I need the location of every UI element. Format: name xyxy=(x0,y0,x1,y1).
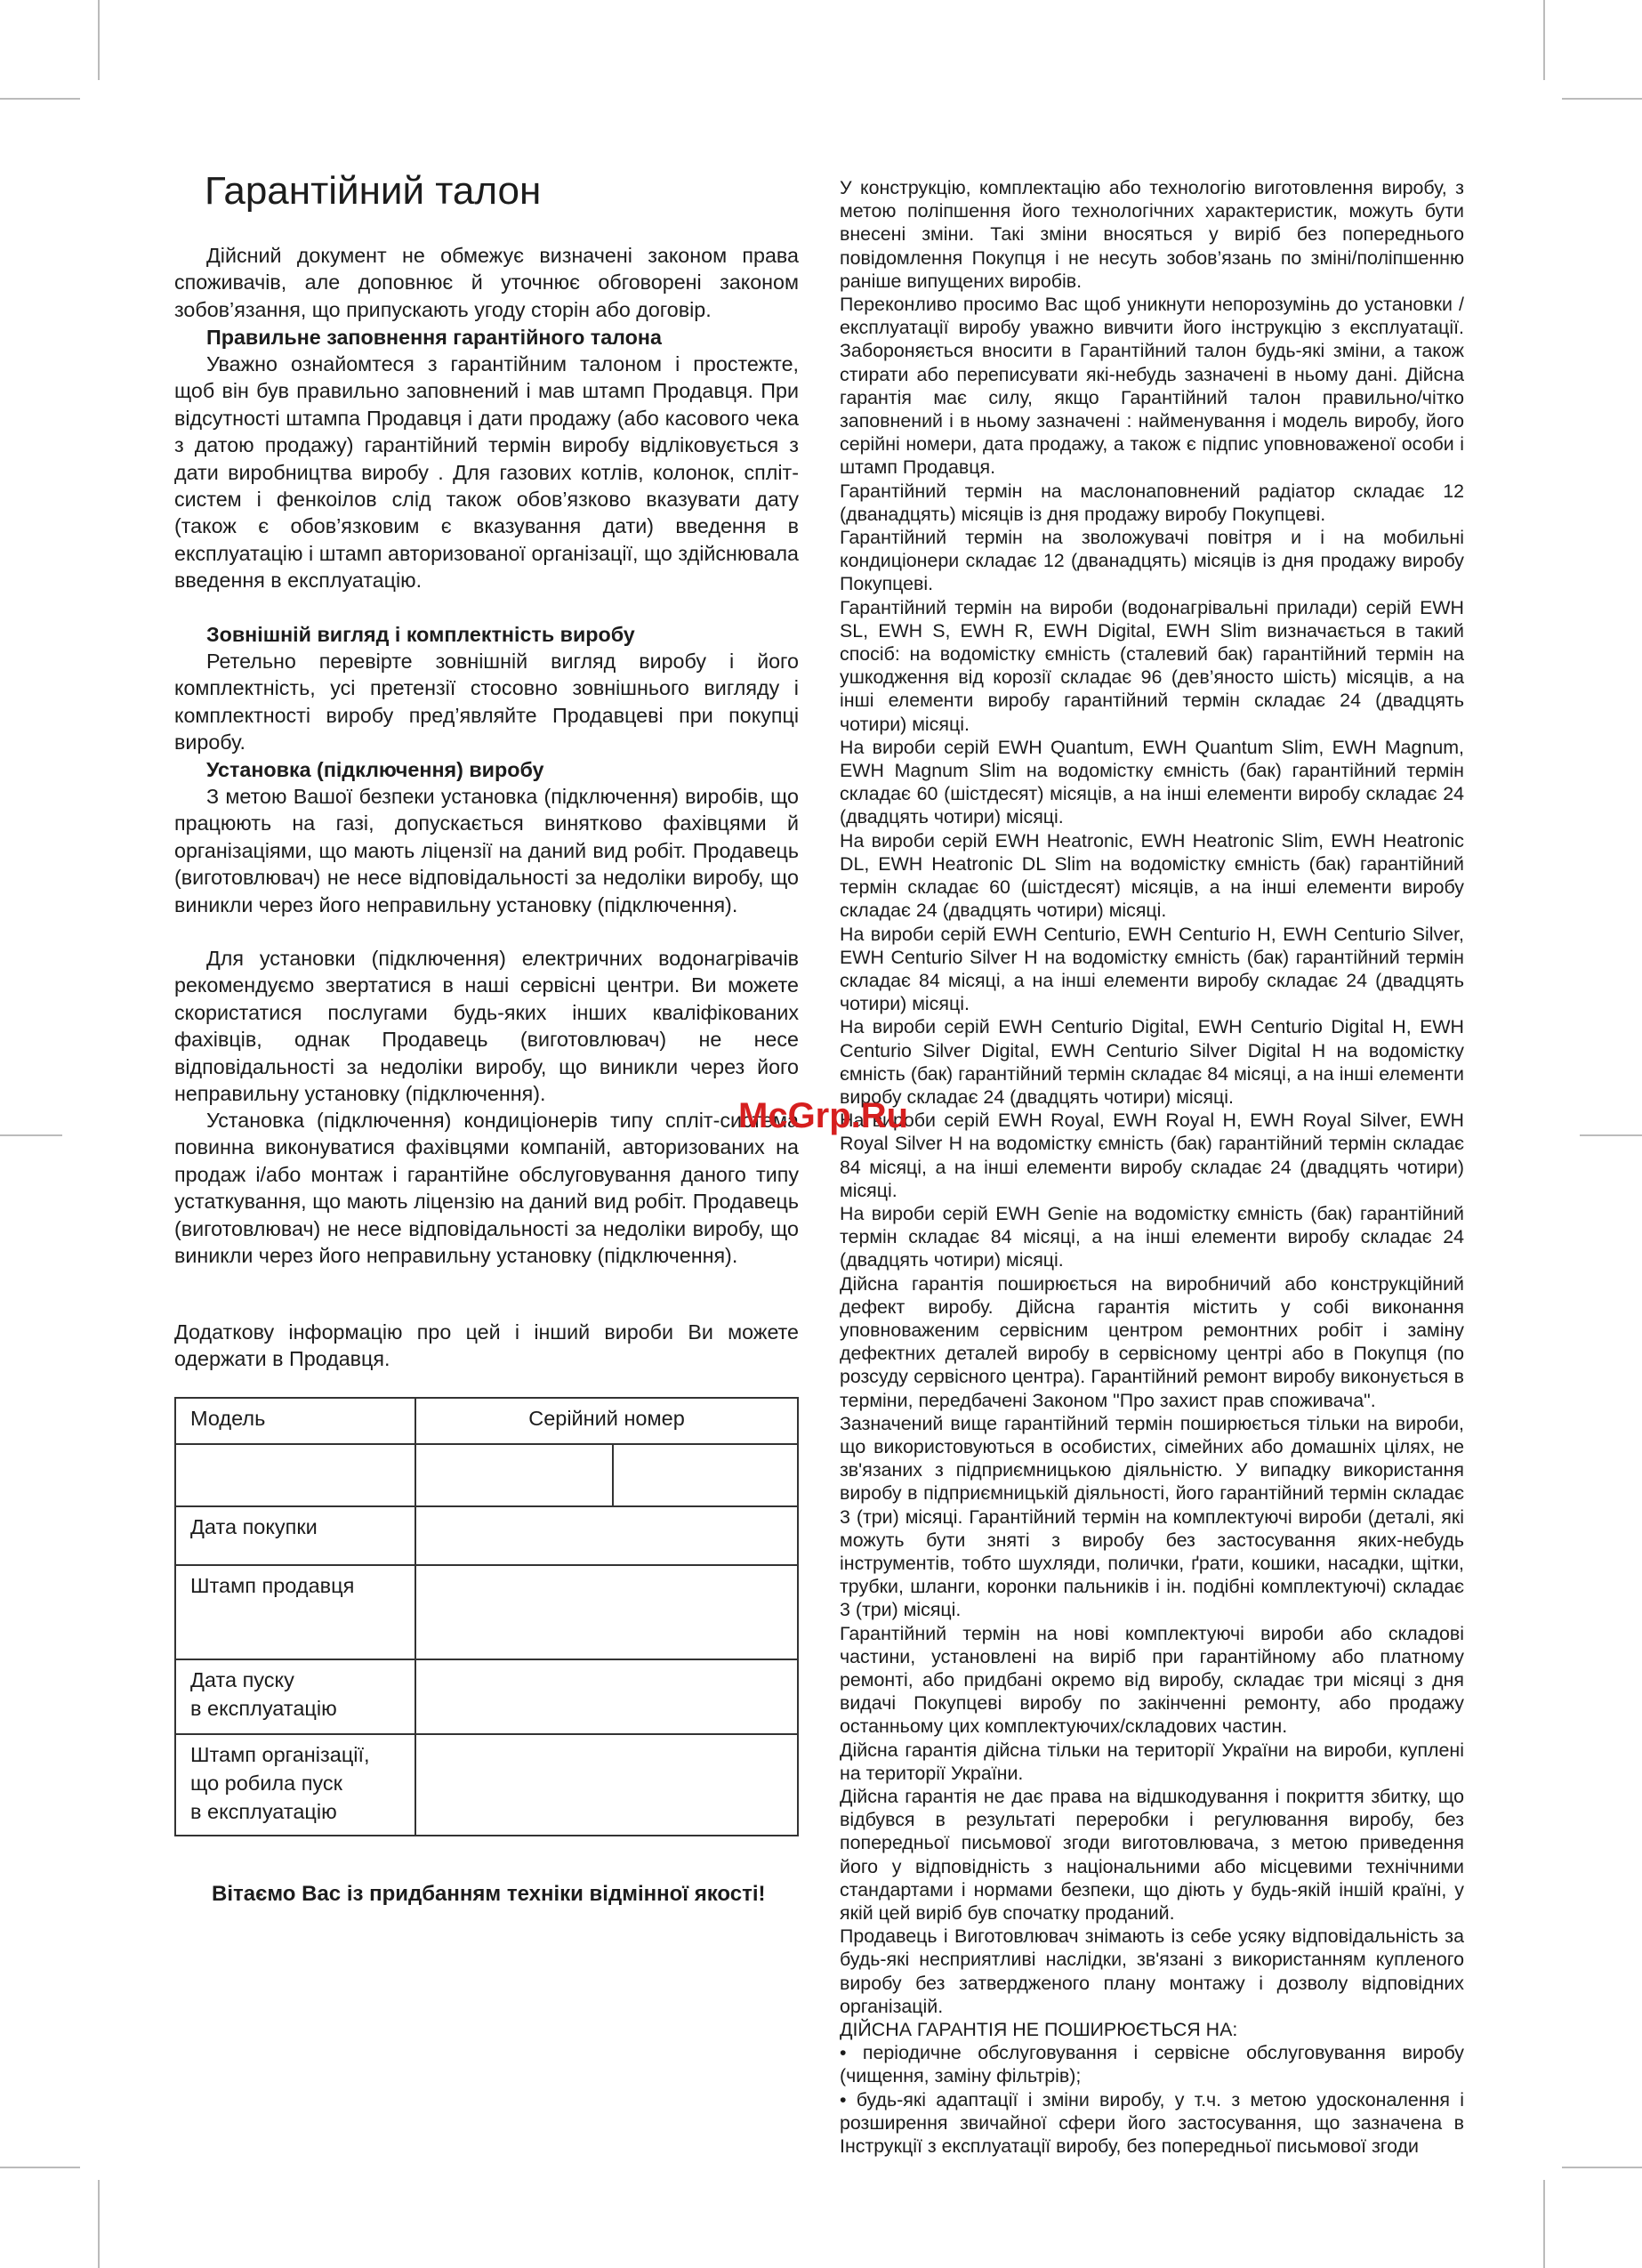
bullet-item: • будь-які адаптації і зміни виробу, у т.ч. з метою удосконалення і розширення звичайної сфери його застосування, що зазначена в Інструкції з експлуатації виробу, без попередньої письмової згоди xyxy=(840,2088,1464,2158)
crop-mark xyxy=(1562,98,1642,100)
section-heading: Правильне заповнення гарантійного талона xyxy=(206,326,662,349)
page-title: Гарантійний талон xyxy=(205,169,542,213)
purchase-date-label: Дата покупки xyxy=(175,1506,415,1565)
crop-mark xyxy=(1543,0,1545,80)
crop-mark xyxy=(0,1134,62,1136)
crop-mark xyxy=(1580,1134,1642,1136)
serial-label: Серійний номер xyxy=(415,1398,798,1444)
org-stamp-label xyxy=(175,1734,415,1836)
paragraph: Дійсна гарантія не дає права на відшкодування і покриття збитку, що відбувся в результаті переробки і регулювання виробу, без попередньої письмової згоди виготовлювача, з метою приведення його у відповідність з національними або місцевими технічними стандартами і нормами безпеки, що діють у будь-якій іншій країні, у якій цей виріб був спочатку проданий. xyxy=(840,1786,1464,1925)
org-stamp-field[interactable] xyxy=(415,1734,798,1836)
paragraph: ДІЙСНА ГАРАНТІЯ НЕ ПОШИРЮЄТЬСЯ НА: xyxy=(840,2019,1238,2041)
intro-paragraph: Дійсний документ не обмежує визначені законом права споживачів, але доповнює й уточнює обговорені законом зобов’язання, що припускають угоду сторін або договір. xyxy=(174,244,799,321)
paragraph: Гарантійний термін на вироби (водонагрівальні прилади) серій EWH SL, EWH S, EWH R, EWH Digital, EWH Slim визначається в такий спосіб: на водомістку ємність (сталевий бак) гарантійний термін на ушкодження від корозії складає 96 (дев’яносто шість) місяців, а на інші елементи виробу гарантійний термін складає 24 (двадцять чотири) місяці. xyxy=(840,596,1464,735)
crop-mark xyxy=(1543,2180,1545,2268)
seller-stamp-label: Штамп продавця xyxy=(175,1565,415,1659)
bullet-item: • періодичне обслуговування і сервісне обслуговування виробу (чищення, заміну фільтрів); xyxy=(840,2042,1464,2087)
right-column xyxy=(840,176,1464,2158)
paragraph: Дійсна гарантія дійсна тільки на території України на вироби, куплені на території України. xyxy=(840,1739,1464,1784)
watermark-logo: McGrp.Ru xyxy=(738,1096,909,1135)
purchase-date-field[interactable] xyxy=(415,1506,798,1565)
paragraph: Для установки (підключення) електричних водонагрівачів рекомендуємо звертатися в наші сервісні центри. Ви можете скористатися послугами будь-яких інших кваліфікованих фахівців, однак Продавець (виготовлювач) не несе відповідальності за недоліки виробу, що виникли через його неправильну установку (підключення). xyxy=(174,947,799,1106)
paragraph: Установка (підключення) кондиціонерів типу спліт-система повинна виконуватися фахівцями компаній, авторизованих на продаж і/або монтаж і гарантійне обслуговування даного типу устаткування, що мають ліцензію на даний вид робіт. Продавець (виготовлювач) не несе відповідальності за недоліки виробу, що виникли через його неправильну установку (підключення). xyxy=(174,1109,799,1268)
label-line: в експлуатацію xyxy=(190,1800,337,1823)
warranty-form-table xyxy=(174,1397,799,1836)
launch-date-label xyxy=(175,1659,415,1734)
paragraph: Гарантійний термін на нові комплектуючі вироби або складові частини, установлені на виріб при гарантійному або платному ремонті, або придбані окремо від виробу, складає три місяці з дня видачі Покупцеві виробу по закінченні ремонту, або продажу останньому цих комплектуючих/складових частин. xyxy=(840,1622,1464,1738)
label-line: Дата пуску xyxy=(190,1668,294,1691)
paragraph: Гарантійний термін на маслонаповнений радіатор складає 12 (дванадцять) місяців із дня продажу виробу Покупцеві. xyxy=(840,480,1464,525)
label-line: що робила пуск xyxy=(190,1772,342,1795)
closing-message: Вітаємо Вас із придбанням техніки відмінної якості! xyxy=(212,1882,766,1906)
paragraph: З метою Вашої безпеки установка (підключення) виробів, що працюють на газі, допускається винятково фахівцями й організаціями, що мають ліцензії на даний вид робіт. Продавець (виготовлювач) не несе відповідальності за недоліки виробу, що виникли через його неправильну установку (підключення). xyxy=(174,785,799,916)
model-label: Модель xyxy=(175,1398,415,1444)
paragraph: На вироби серій EWH Genie на водомістку ємність (бак) гарантійний термін складає 84 місяці, а на інші елементи виробу складає 24 (двадцять чотири) місяці. xyxy=(840,1202,1464,1271)
section-heading: Установка (підключення) виробу xyxy=(206,758,544,781)
section-heading: Зовнішній вигляд і комплектність виробу xyxy=(206,623,635,646)
paragraph: На вироби серій EWH Royal, EWH Royal H, EWH Royal Silver, EWH Royal Silver H на водомістку ємність (бак) гарантійний термін складає 84 місяці, а на інші елементи виробу складає 24 (двадцять чотири) місяці. xyxy=(840,1110,1464,1201)
paragraph: Гарантійний термін на зволожувачі повітря и і на мобильні кондиціонери складає 12 (дванадцять) місяців із дня продажу виробу Покупцеві. xyxy=(840,527,1464,595)
launch-date-field[interactable] xyxy=(415,1659,798,1734)
crop-mark xyxy=(0,2167,80,2168)
model-field[interactable] xyxy=(175,1444,415,1506)
serial-field[interactable] xyxy=(415,1444,613,1506)
serial-field[interactable] xyxy=(613,1444,798,1506)
paragraph: Переконливо просимо Вас щоб уникнути непорозумінь до установки /експлуатації виробу уважно вивчити його інструкцію з експлуатації. Забороняється вносити в Гарантійний талон будь-які зміни, а також стирати або переписувати які-небудь зазначені в ньому дані. Дійсна гарантія має силу, якщо Гарантійний талон правильно/чітко заповнений і в ньому зазначені : найменування і модель виробу, його серійні номери, дата продажу, а також є підпис уповноваженої особи і штамп Продавця. xyxy=(840,294,1464,479)
paragraph: На вироби серій EWH Centurio, EWH Centurio H, EWH Centurio Silver, EWH Centurio Silver H на водомістку ємність (бак) гарантійний термін складає 84 місяці, а на інші елементи виробу складає 24 (двадцять чотири) місяці. xyxy=(840,923,1464,1015)
crop-mark xyxy=(98,0,100,80)
paragraph: Додаткову інформацію про цей і інший вироби Ви можете одержати в Продавця. xyxy=(174,1320,799,1371)
paragraph: Ретельно перевірте зовнішній вигляд виробу і його комплектність, усі претензії стосовно зовнішнього вигляду і комплектності виробу пред’являйте Продавцеві при покупці виробу. xyxy=(174,650,799,755)
paragraph: У конструкцію, комплектацію або технологію виготовлення виробу, з метою поліпшення його технологічних характеристик, можуть бути внесені зміни. Такі зміни вносяться у виріб без попереднього повідомлення Покупця і не несуть зобов’язань по зміні/поліпшенню раніше випущених виробів. xyxy=(840,177,1464,292)
paragraph: На вироби серій EWH Centurio Digital, EWH Centurio Digital H, EWH Centurio Silver Digital, EWH Centurio Silver Digital H на водомістку ємність (бак) гарантійний термін складає 84 місяці, а на інші елементи виробу складає 24 (двадцять чотири) місяці. xyxy=(840,1016,1464,1108)
crop-mark xyxy=(0,98,80,100)
crop-mark xyxy=(98,2180,100,2268)
crop-mark xyxy=(1562,2167,1642,2168)
paragraph: Уважно ознайомтеся з гарантійним талоном і простежте, щоб він був правильно заповнений і мав штамп Продавця. При відсутності штампа Продавця і дати продажу (або касового чека з датою продажу) гарантійний термін виробу відліковується з дати виробництва виробу . Для газових котлів, колонок, спліт-систем і фенкоілов слід також обов’язково вказувати дату (також є обов’язковим є вказування дати) введення в експлуатацію і штамп авторизованої організації, що здійснювала введення в експлуатацію. xyxy=(174,352,799,593)
label-line: в експлуатацію xyxy=(190,1697,337,1720)
paragraph: Продавець і Виготовлювач знімають із себе усяку відповідальність за будь-які несприятливі наслідки, зв'язані з використанням купленого виробу без затвердженого плану монтажу і дозволу відповідних організацій. xyxy=(840,1925,1464,2017)
paragraph: На вироби серій EWH Heatronic, EWH Heatronic Slim, EWH Heatronic DL, EWH Heatronic DL Slim на водомістку ємність (бак) гарантійний термін складає 60 (шістдесят) місяців, а на інші елементи виробу складає 24 (двадцять чотири) місяці. xyxy=(840,829,1464,922)
label-line: Штамп організації, xyxy=(190,1743,370,1766)
seller-stamp-field[interactable] xyxy=(415,1565,798,1659)
paragraph: Зазначений вище гарантійний термін поширюється тільки на вироби, що використовуються в особистих, сімейних або домашніх цілях, не зв'язаних з підприємницькою діяльністю. У випадку використання виробу в підприємницькій діяльності, його гарантійний термін складає 3 (три) місяці. Гарантійний термін на комплектуючі вироби (деталі, які можуть бути зняті з виробу без застосування яких-небудь інструментів, тобто шухляди, полички, ґрати, кошики, насадки, щітки, трубки, шланги, коронки пальників і ін. подібні комплектуючі) складає 3 (три) місяці. xyxy=(840,1412,1464,1621)
paragraph: Дійсна гарантія поширюється на виробничий або конструкційний дефект виробу. Дійсна гарантія містить у собі виконання уповноваженим сервісним центром ремонтних робіт і заміну дефектних деталей виробу в сервісному центрі або в Покупця (по розсуду сервісного центра). Гарантійний ремонт виробу виконується в терміни, передбачені Законом "Про захист прав споживача". xyxy=(840,1272,1464,1411)
paragraph: На вироби серій EWH Quantum, EWH Quantum Slim, EWH Magnum, EWH Magnum Slim на водомістку ємність (бак) гарантійний термін складає 60 (шістдесят) місяців, а на інші елементи виробу складає 24 (двадцять чотири) місяці. xyxy=(840,736,1464,828)
